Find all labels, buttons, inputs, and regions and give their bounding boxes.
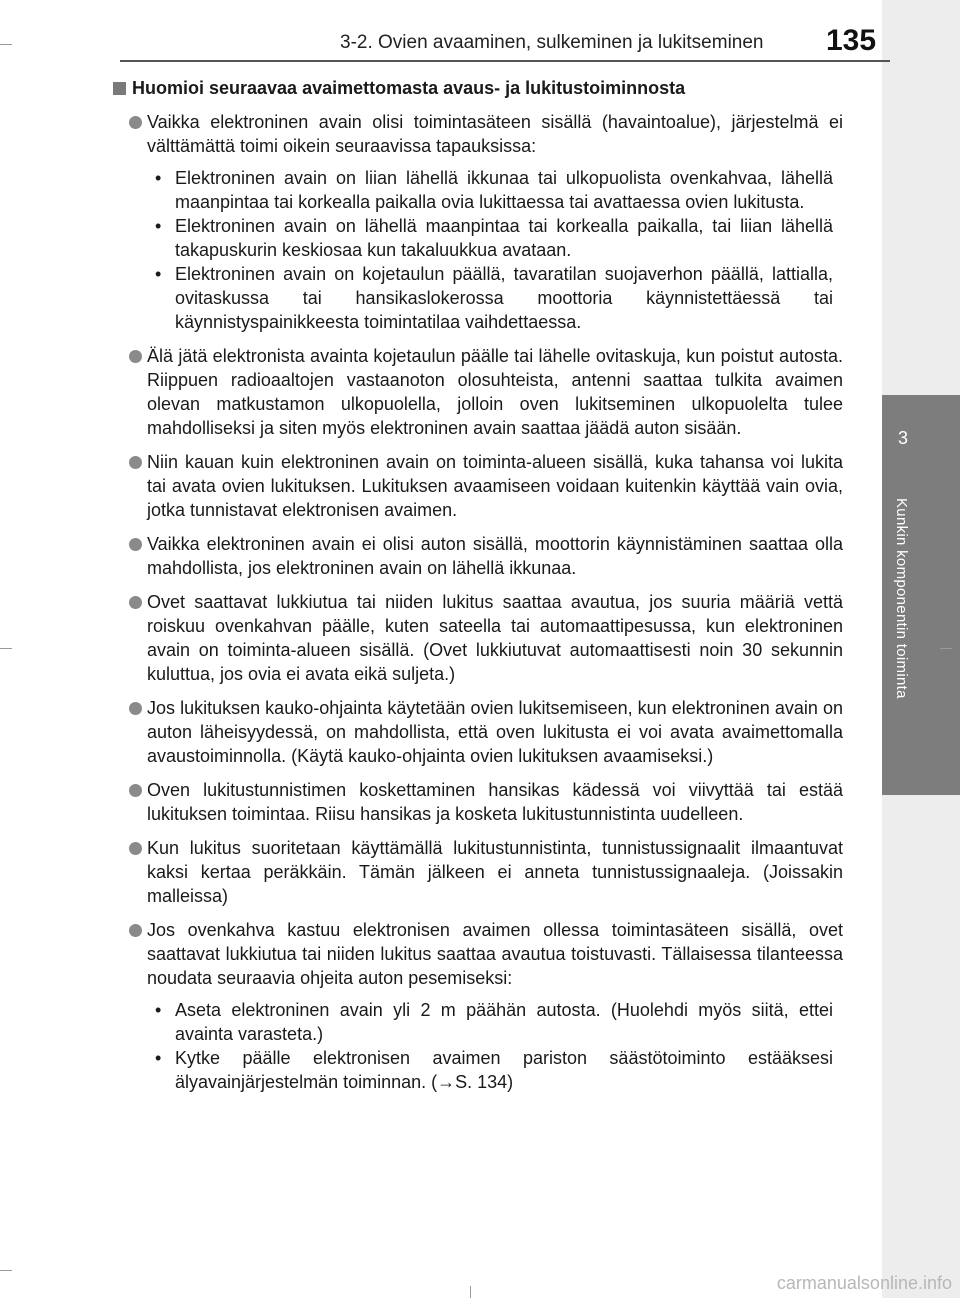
paragraph-text: Vaikka elektroninen avain ei olisi auton sisällä, moottorin käynnistäminen saattaa olla mahdollista, jos elektroninen avain on lähellä ikkunaa. [147, 534, 843, 578]
circle-bullet-icon [129, 702, 142, 715]
paragraph-text: Jos lukituksen kauko-ohjainta käytetään ovien lukitsemiseen, kun elektroninen avain on auton läheisyydessä, on mahdollista, että oven lukitusta ei voi avata avaimettomalla avaustoiminnolla. (Käytä kauko-ohjainta ovien lukituksen avaamiseksi.) [147, 698, 843, 766]
sub-list-item: • Elektroninen avain on liian lähellä ikkunaa tai ulkopuolista ovenkahvaa, lähellä maanpintaa tai korkealla paikalla ovia lukittaessa tai avattaessa ovien lukitusta. [153, 166, 833, 214]
sub-list [147, 166, 843, 334]
page-content [113, 76, 843, 1104]
paragraph-6 [113, 696, 843, 768]
paragraph-9 [113, 918, 843, 1094]
circle-bullet-icon [129, 350, 142, 363]
circle-bullet-icon [129, 596, 142, 609]
sub-list-item: • Elektroninen avain on kojetaulun päällä, tavaratilan suojaverhon päällä, lattialla, ovitaskussa tai hansikaslokerossa moottoria käynnistettäessä tai käynnistyspainikkeesta toimintatilaa vaihdettaessa. [153, 262, 833, 334]
paragraph-text: Oven lukitustunnistimen koskettaminen hansikas kädessä voi viivyttää tai estää lukituksen toimintaa. Riisu hansikas ja kosketa lukitustunnistinta uudelleen. [147, 780, 843, 824]
header-title: 3-2. Ovien avaaminen, sulkeminen ja lukitseminen [340, 32, 764, 53]
crop-mark [470, 1286, 471, 1298]
paragraph-text: Niin kauan kuin elektroninen avain on toiminta-alueen sisällä, kuka tahansa voi lukita tai avata ovien lukituksen. Lukituksen avaamiseen voidaan kuitenkin käyttää vain ovia, jotka tunnistavat elektronisen avaimen. [147, 452, 843, 520]
sub-list-item: • Kytke päälle elektronisen avaimen pariston säästötoiminto estääksesi älyavainjärjestelmän toiminnan. (→S. 134) [153, 1046, 833, 1094]
circle-bullet-icon [129, 842, 142, 855]
square-bullet-icon [113, 82, 126, 95]
paragraph-text: Älä jätä elektronista avainta kojetaulun päälle tai lähelle ovitaskuja, kun poistut autosta. Riippuen radioaaltojen vastaanoton olosuhteista, antenni saattaa tulkita avaimen olevan matkustamon ulkopuolella, jolloin oven lukitseminen ulkopuolelta tulee mahdolliseksi ja siten myös elektroninen avain saattaa jäädä auton sisään. [147, 346, 843, 438]
circle-bullet-icon [129, 784, 142, 797]
paragraph-1 [113, 110, 843, 334]
paragraph-4 [113, 532, 843, 580]
circle-bullet-icon [129, 116, 142, 129]
section-heading-text: Huomioi seuraavaa avaimettomasta avaus- ja lukitustoiminnosta [132, 78, 686, 98]
sub-list-item: • Aseta elektroninen avain yli 2 m päähän autosta. (Huolehdi myös siitä, ettei avainta varasteta.) [153, 998, 833, 1046]
paragraph-7 [113, 778, 843, 826]
sub-list [147, 998, 843, 1094]
paragraph-text: Kun lukitus suoritetaan käyttämällä lukitustunnistinta, tunnistussignaalit ilmaantuvat kaksi kertaa peräkkäin. Tämän jälkeen ei anneta tunnistussignaaleja. (Joissakin malleissa) [147, 838, 843, 906]
page-number: 135 [826, 24, 877, 57]
header-rule [120, 60, 890, 62]
paragraph-text: Vaikka elektroninen avain olisi toimintasäteen sisällä (havaintoalue), järjestelmä ei välttämättä toimi oikein seuraavissa tapauksissa: [147, 112, 843, 156]
section-heading [113, 76, 843, 100]
paragraph-2 [113, 344, 843, 440]
watermark: carmanualsonline.info [776, 1273, 952, 1293]
paragraph-3 [113, 450, 843, 522]
paragraph-5 [113, 590, 843, 686]
chapter-number: 3 [898, 428, 909, 448]
chapter-title: Kunkin komponentin toiminta [893, 498, 910, 699]
paragraph-8 [113, 836, 843, 908]
circle-bullet-icon [129, 456, 142, 469]
paragraph-text: Ovet saattavat lukkiutua tai niiden lukitus saattaa avautua, jos suuria määriä vettä roiskuu ovenkahvan päälle, kuten sateella tai automaattipesussa, kun elektroninen avain on toiminta-alueen sisällä. (Ovet lukkiutuvat automaattisesti noin 30 sekunnin kuluttua, jos ovia ei avata eikä suljeta.) [147, 592, 843, 684]
sub-list-item: • Elektroninen avain on lähellä maanpintaa tai korkealla paikalla, tai liian lähellä takapuskurin keskiosaa kun takaluukkua avataan. [153, 214, 833, 262]
circle-bullet-icon [129, 924, 142, 937]
crop-mark [0, 1270, 12, 1271]
crop-mark [0, 648, 12, 649]
circle-bullet-icon [129, 538, 142, 551]
crop-mark [0, 44, 12, 45]
paragraph-text: Jos ovenkahva kastuu elektronisen avaimen ollessa toimintasäteen sisällä, ovet saattavat lukkiutua tai niiden lukitus saattaa avautua toistuvasti. Tällaisessa tilanteessa noudata seuraavia ohjeita auton pesemiseksi: [147, 920, 843, 988]
crop-mark [940, 648, 952, 649]
